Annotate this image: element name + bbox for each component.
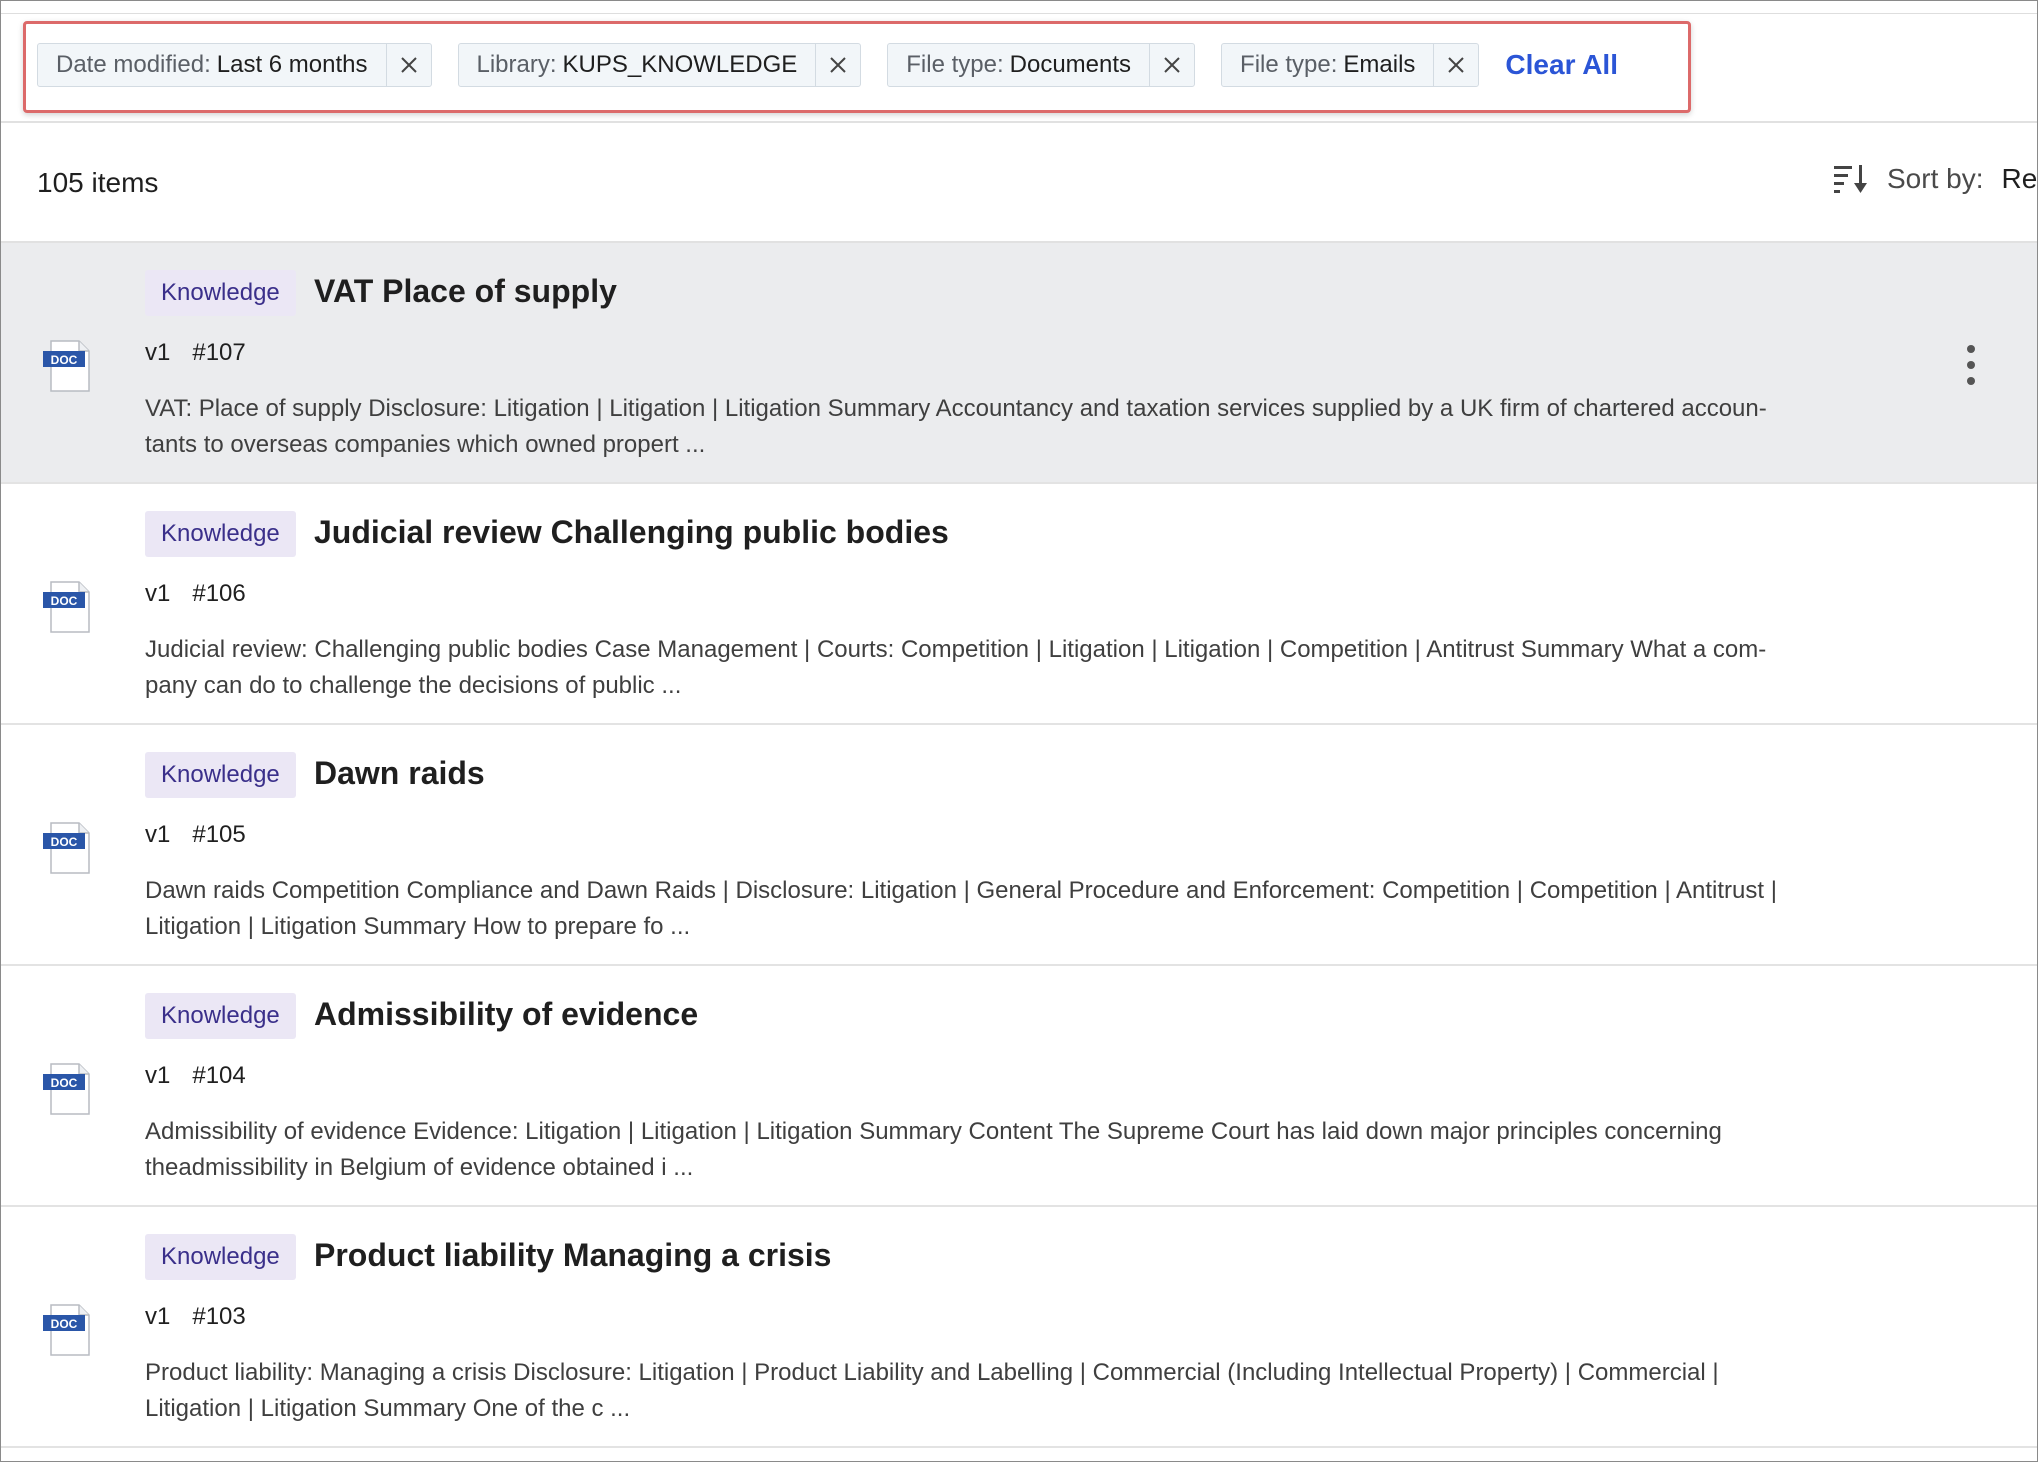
result-meta xyxy=(145,1303,246,1331)
results-list xyxy=(1,243,2038,1448)
doc-file-icon xyxy=(41,339,95,393)
clear-all-filters-link[interactable]: Clear All xyxy=(1505,49,1618,80)
close-icon xyxy=(829,56,847,74)
version-label: v1 xyxy=(145,580,171,607)
snippet-line: Judicial review: Challenging public bodies Case Management | Courts: Competition | Litigation | Litigation | Competition | Antitrust Summary What a com- xyxy=(145,636,1767,663)
result-snippet xyxy=(145,1114,1885,1186)
filter-chip-library xyxy=(458,43,862,87)
doc-file-icon xyxy=(41,1062,95,1116)
filter-chip-key: File type: xyxy=(906,51,1004,78)
remove-filter-button[interactable] xyxy=(1433,44,1478,86)
results-count: 105 items xyxy=(37,167,159,198)
close-icon xyxy=(1163,56,1181,74)
doc-file-icon xyxy=(41,821,95,875)
version-label: v1 xyxy=(145,821,171,848)
sort-icon xyxy=(1833,163,1869,195)
version-label: v1 xyxy=(145,1062,171,1089)
doc-file-icon xyxy=(41,1303,95,1357)
filter-chip-file-type-emails xyxy=(1221,43,1479,87)
filter-chip-value: Last 6 months xyxy=(216,51,368,78)
doc-icon-label: DOC xyxy=(50,353,78,367)
snippet-line: tants to overseas companies which owned propert ... xyxy=(145,431,706,458)
result-snippet xyxy=(145,873,1885,945)
snippet-line: pany can do to challenge the decisions of public ... xyxy=(145,672,682,699)
result-meta xyxy=(145,339,246,367)
result-title-link[interactable]: Judicial review Challenging public bodies xyxy=(314,514,949,550)
filter-chip-key: Library: xyxy=(476,51,557,78)
result-title-link[interactable]: Product liability Managing a crisis xyxy=(314,1237,832,1273)
doc-icon-label: DOC xyxy=(50,835,78,849)
doc-icon-label: DOC xyxy=(50,1317,78,1331)
remove-filter-button[interactable] xyxy=(815,44,860,86)
document-number: #107 xyxy=(192,339,246,366)
document-number: #104 xyxy=(192,1062,246,1089)
snippet-line: Dawn raids Competition Compliance and Dawn Raids | Disclosure: Litigation | General Procedure and Enforcement: Competition | Competition | Antitrust | xyxy=(145,877,1777,904)
top-divider xyxy=(1,13,2037,14)
result-snippet xyxy=(145,1355,1885,1427)
active-filters-bar xyxy=(37,43,1618,87)
category-tag[interactable]: Knowledge xyxy=(145,511,296,557)
remove-filter-button[interactable] xyxy=(1149,44,1194,86)
category-tag[interactable]: Knowledge xyxy=(145,1234,296,1280)
result-title-link[interactable]: Dawn raids xyxy=(314,755,485,791)
doc-icon-label: DOC xyxy=(50,594,78,608)
document-number: #105 xyxy=(192,821,246,848)
snippet-line: Litigation | Litigation Summary How to prepare fo ... xyxy=(145,913,691,940)
result-snippet xyxy=(145,632,1885,704)
result-meta xyxy=(145,821,246,849)
result-row[interactable] xyxy=(1,484,2038,725)
document-number: #106 xyxy=(192,580,246,607)
version-label: v1 xyxy=(145,1303,171,1330)
result-row[interactable] xyxy=(1,243,2038,484)
sort-label: Sort by: xyxy=(1887,163,1984,194)
doc-icon-label: DOC xyxy=(50,1076,78,1090)
more-vertical-icon[interactable] xyxy=(1963,343,1979,387)
filter-chip-file-type-documents xyxy=(887,43,1195,87)
result-meta xyxy=(145,580,246,608)
doc-file-icon xyxy=(41,580,95,634)
close-icon xyxy=(1447,56,1465,74)
result-title-link[interactable]: Admissibility of evidence xyxy=(314,996,699,1032)
filter-chip-value: Documents xyxy=(1009,51,1132,78)
result-row[interactable] xyxy=(1,725,2038,966)
result-meta xyxy=(145,1062,246,1090)
snippet-line: VAT: Place of supply Disclosure: Litigation | Litigation | Litigation Summary Accountancy and taxation services supplied by a UK firm of chartered accoun- xyxy=(145,395,1767,422)
remove-filter-button[interactable] xyxy=(386,44,431,86)
sort-value: Re xyxy=(2001,163,2038,194)
category-tag[interactable]: Knowledge xyxy=(145,993,296,1039)
filter-divider xyxy=(1,121,2037,123)
close-icon xyxy=(400,56,418,74)
snippet-line: theadmissibility in Belgium of evidence obtained i ... xyxy=(145,1154,694,1181)
result-snippet xyxy=(145,391,1885,463)
snippet-line: Litigation | Litigation Summary One of the c ... xyxy=(145,1395,631,1422)
result-title-link[interactable]: VAT Place of supply xyxy=(314,273,617,309)
sort-control[interactable] xyxy=(1833,163,2037,195)
result-row[interactable] xyxy=(1,1207,2038,1448)
snippet-line: Admissibility of evidence Evidence: Litigation | Litigation | Litigation Summary Content The Supreme Court has laid down major principles concerning xyxy=(145,1118,1722,1145)
filter-chip-value: KUPS_KNOWLEDGE xyxy=(562,51,798,78)
result-row[interactable] xyxy=(1,966,2038,1207)
filter-chip-key: Date modified: xyxy=(56,51,211,78)
category-tag[interactable]: Knowledge xyxy=(145,752,296,798)
document-number: #103 xyxy=(192,1303,246,1330)
filter-chip-value: Emails xyxy=(1343,51,1416,78)
category-tag[interactable]: Knowledge xyxy=(145,270,296,316)
version-label: v1 xyxy=(145,339,171,366)
filter-chip-date-modified xyxy=(37,43,432,87)
filter-chip-key: File type: xyxy=(1240,51,1338,78)
snippet-line: Product liability: Managing a crisis Disclosure: Litigation | Product Liability and Labelling | Commercial (Including Intellectual Property) | Commercial | xyxy=(145,1359,1719,1386)
